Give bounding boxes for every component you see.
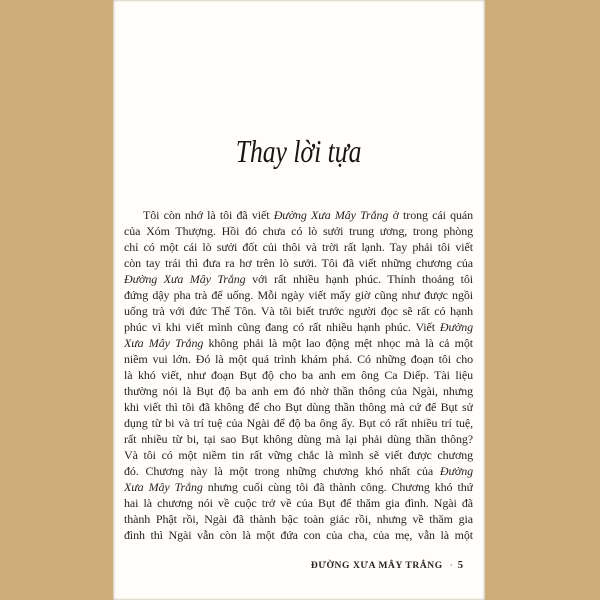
text-line: đó. Chương này là một trong những chương khó nhất của Đường [124, 464, 473, 478]
text-line: Và tôi có một niềm tin rất vững chắc là mình sẽ viết được chương [124, 448, 473, 462]
body-text [124, 207, 473, 543]
chapter-title [113, 131, 485, 171]
text-line: đứng dậy pha trà để uống. Mỗi ngày viết mấy giờ cũng như được ngồi [124, 288, 473, 302]
text-line: hai là chương nói về cuộc trở về của Bụt để thăm gia đình. Ngài đã [124, 496, 473, 510]
text-line: đình thì Ngài vẫn còn là một đứa con của cha, của mẹ, vẫn là một [124, 528, 473, 542]
chapter-title-text: Thay lời tựa [236, 133, 362, 169]
text-line: Xưa Mây Trắng nhưng cuối cùng tôi đã thành công. Chương khó thứ [124, 480, 473, 494]
text-line: rất nhiều từ bi, tại sao Bụt không dùng mà lại phải dùng thần thông? [124, 432, 473, 446]
text-line: Tôi còn nhớ là tôi đã viết Đường Xưa Mây Trắng ở trong cái quán [143, 208, 473, 222]
footer-page-number: 5 [457, 560, 463, 571]
text-line: Đường Xưa Mây Trắng với rất nhiều hạnh phúc. Thỉnh thoảng tôi [124, 272, 473, 286]
text-line: là khó viết, như đoạn Bụt độ cho ba anh em ông Ca Diếp. Tài liệu [124, 368, 473, 382]
text-line: của Xóm Thượng. Hồi đó chưa có lò sưởi trung ương, trong phòng [124, 224, 473, 238]
book-page [113, 0, 485, 600]
text-line: thường nói là Bụt độ ba anh em đó nhờ thần thông của Ngài, nhưng [124, 384, 473, 398]
text-line: Xưa Mây Trắng không phải là một lao động mệt nhọc mà là cả một [124, 336, 473, 350]
text-line: chỉ có một cái lò sưởi đốt củi thôi và trời rất lạnh. Tay phải tôi viết [124, 240, 473, 254]
text-line: còn tay trái thì đưa ra hơ trên lò sưởi. Tôi đã viết những chương của [124, 256, 473, 270]
text-line: phúc vì khi viết mình cũng đang có rất nhiều hạnh phúc. Viết Đường [124, 320, 473, 334]
text-line: niềm vui lớn. Đó là một quá trình khám phá. Có những đoạn tôi cho [124, 352, 473, 366]
footer-separator-dot: · [449, 560, 453, 570]
text-line: uống trà với đức Thế Tôn. Và tôi biết trước người đọc sẽ rất có hạnh [124, 304, 473, 318]
text-line: dụng từ bi và trí tuệ của Ngài để độ ba ông ấy. Bụt có rất nhiều trí tuệ, [124, 416, 473, 430]
text-line: khi viết thì tôi đã không để cho Bụt dùng thần thông mà cứ để Bụt sử [124, 400, 473, 414]
text-line: thành Phật rồi, Ngài đã thành bậc toàn giác rồi, nhưng về thăm gia [124, 512, 473, 526]
footer-book-title: ĐƯỜNG XƯA MÂY TRẮNG [310, 561, 443, 571]
page-footer [311, 556, 463, 574]
